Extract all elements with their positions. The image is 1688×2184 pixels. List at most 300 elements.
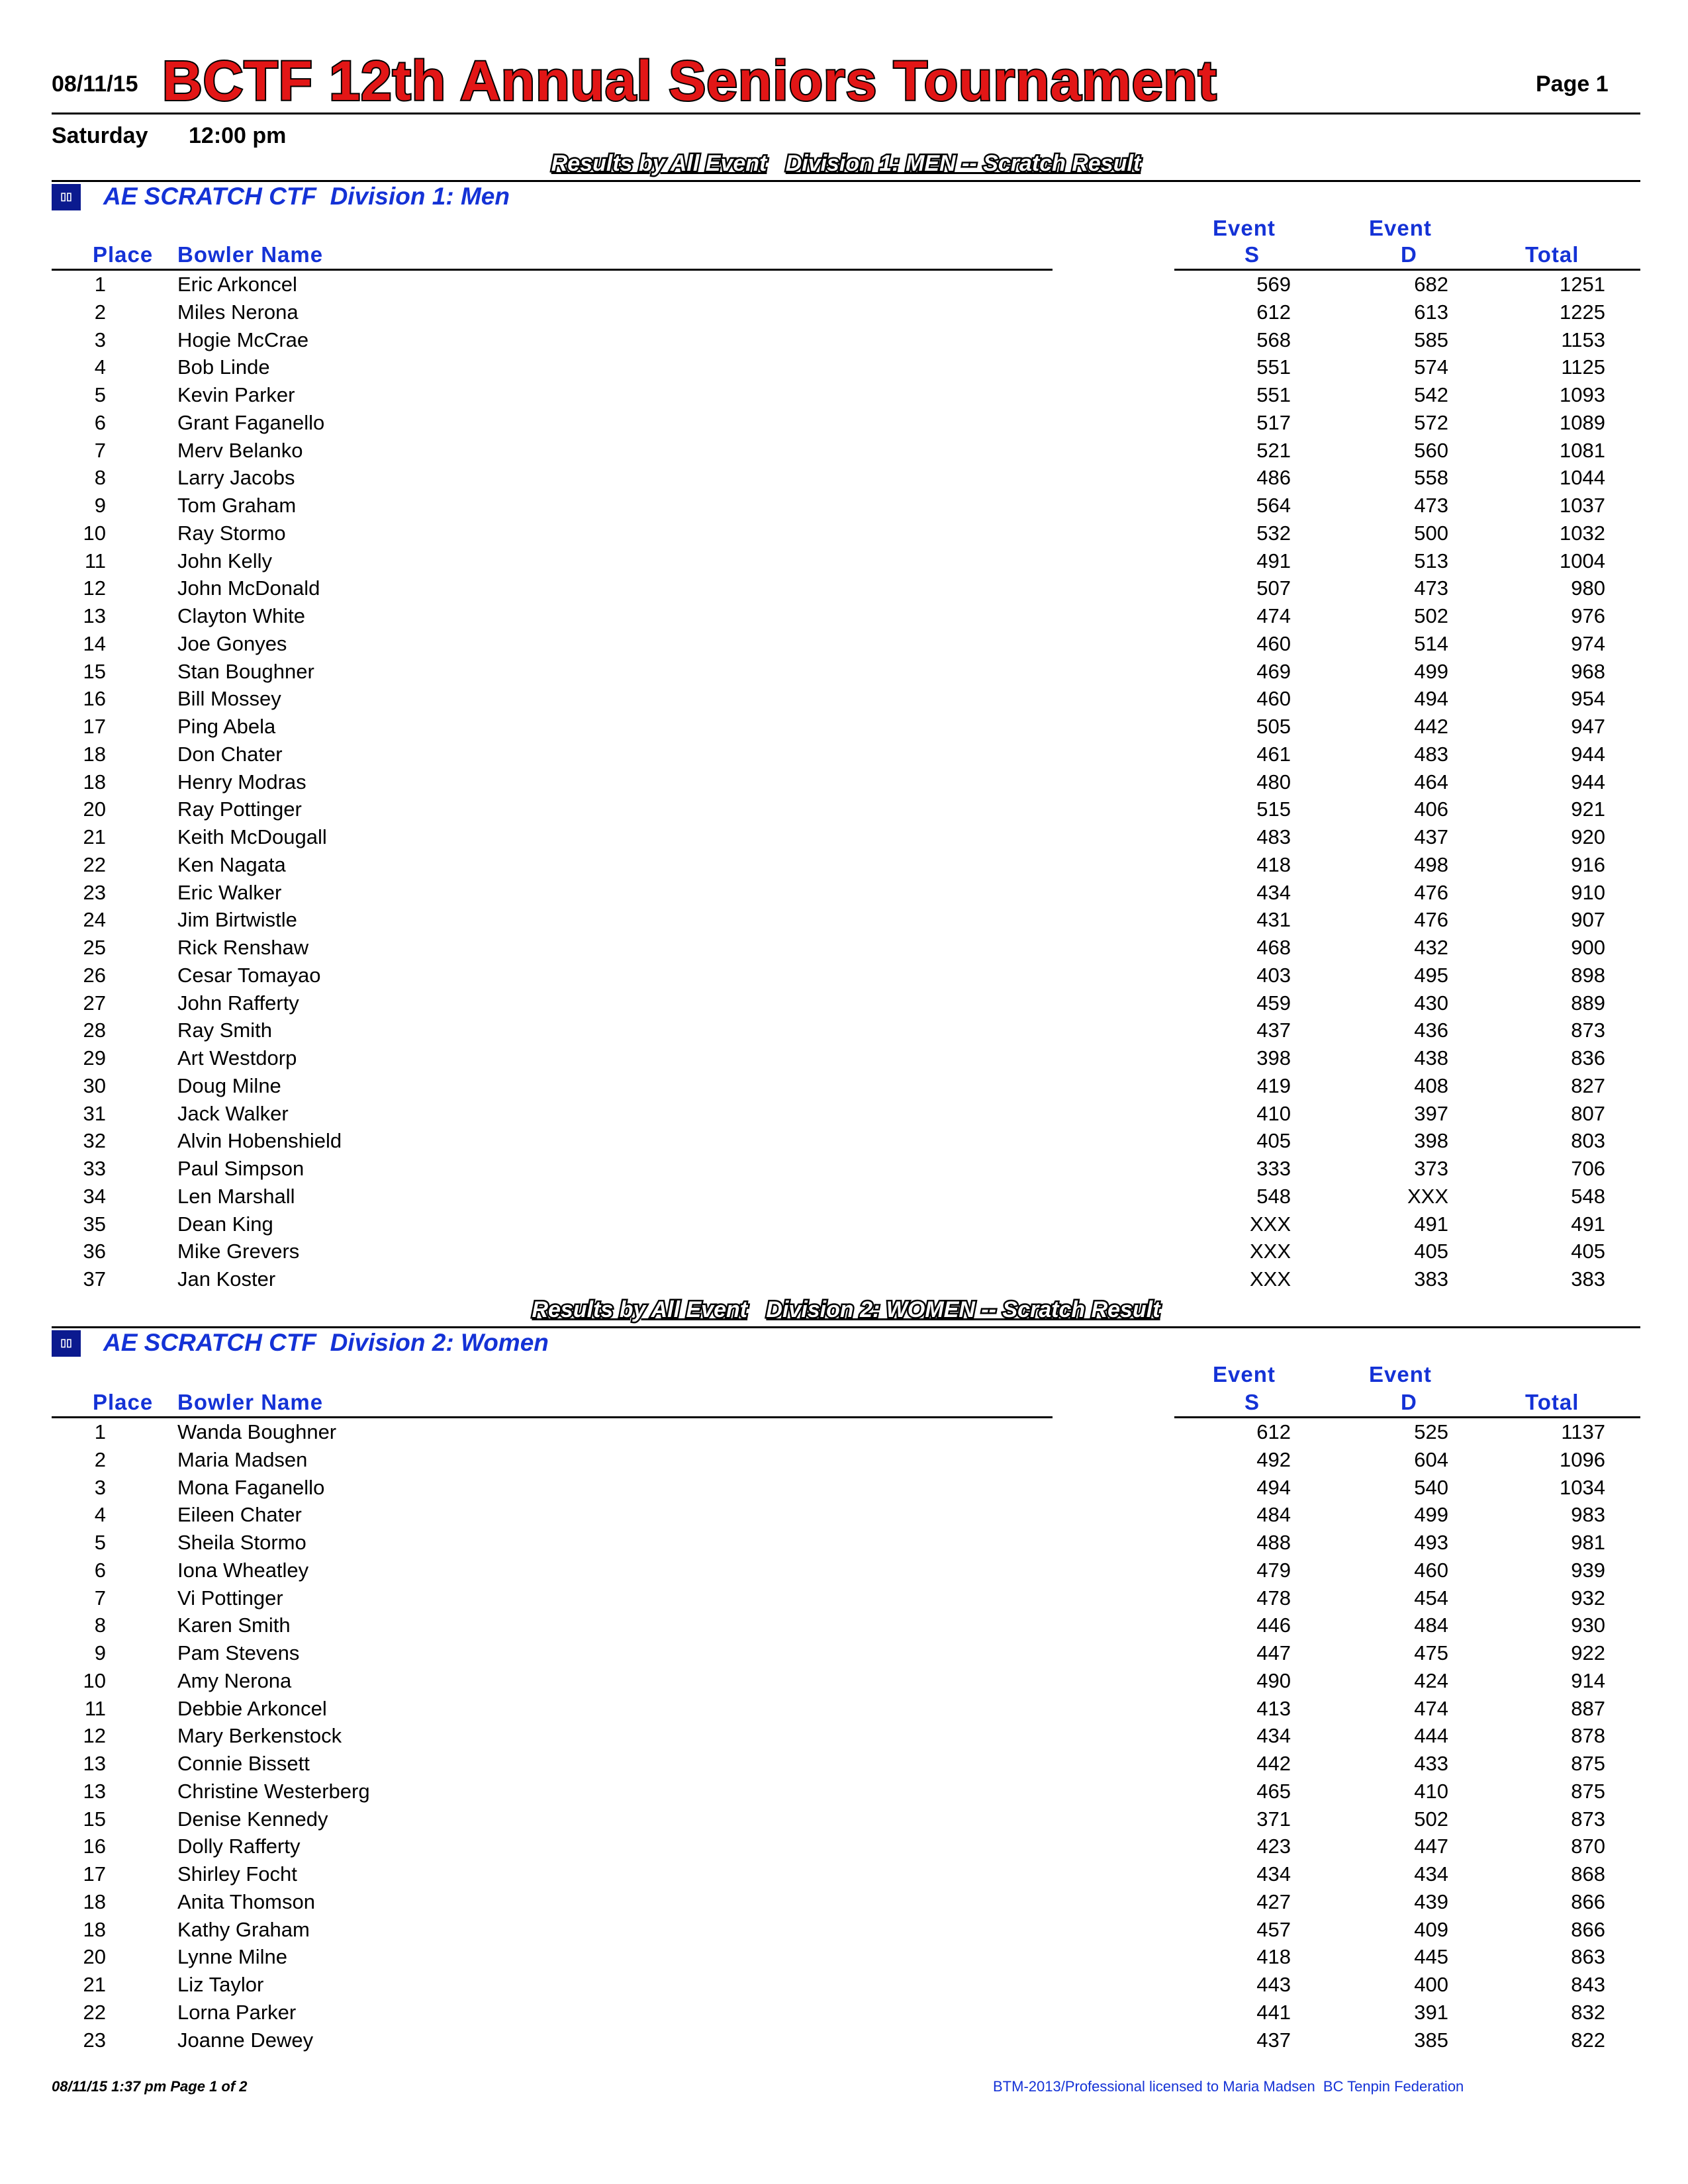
event-s-cell: 427	[1256, 1889, 1291, 1913]
event-d-cell: 397	[1414, 1101, 1448, 1125]
place-cell: 26	[83, 963, 106, 987]
bowler-name-cell: Vi Pottinger	[177, 1586, 283, 1610]
place-cell: 36	[83, 1240, 106, 1263]
event-s-cell: XXX	[1249, 1240, 1291, 1263]
place-cell: 22	[83, 2000, 106, 2024]
column-header-s: S	[1244, 1390, 1260, 1414]
event-s-cell: 532	[1256, 521, 1291, 545]
event-s-cell: 465	[1256, 1779, 1291, 1803]
bowler-name-cell: Grant Faganello	[177, 410, 325, 434]
place-cell: 8	[94, 466, 106, 490]
total-cell: 1089	[1560, 410, 1605, 434]
place-cell: 18	[83, 770, 106, 794]
bowler-name-cell: Anita Thomson	[177, 1889, 315, 1913]
column-header-bowler-name: Bowler Name	[177, 242, 324, 267]
event-s-cell: 333	[1256, 1157, 1291, 1180]
table-row	[0, 328, 1688, 355]
bowler-name-cell: Paul Simpson	[177, 1157, 305, 1180]
place-cell: 5	[94, 383, 106, 406]
table-row	[0, 1890, 1688, 1917]
bowler-name-cell: Kevin Parker	[177, 383, 295, 406]
column-header-bowler-name: Bowler Name	[177, 1390, 324, 1414]
table-row	[0, 300, 1688, 328]
total-cell: 866	[1571, 1889, 1605, 1913]
event-day: Saturday	[52, 123, 148, 148]
place-cell: 6	[94, 410, 106, 434]
event-d-cell: 502	[1414, 1807, 1448, 1831]
event-s-cell: 568	[1256, 328, 1291, 351]
event-s-cell: 413	[1256, 1696, 1291, 1720]
event-d-cell: 502	[1414, 604, 1448, 627]
event-s-cell: 569	[1256, 273, 1291, 296]
total-cell: 889	[1571, 991, 1605, 1015]
column-header-event-d-top: Event	[1369, 1362, 1432, 1387]
bowler-name-cell: Jack Walker	[177, 1101, 289, 1125]
bowler-name-cell: Larry Jacobs	[177, 466, 295, 490]
table-row	[0, 1780, 1688, 1807]
table-row	[0, 439, 1688, 466]
place-cell: 23	[83, 2028, 106, 2052]
place-cell: 12	[83, 576, 106, 600]
total-cell: 954	[1571, 687, 1605, 711]
table-row	[0, 1074, 1688, 1101]
event-d-cell: 476	[1414, 880, 1448, 904]
bowler-name-cell: Ray Pottinger	[177, 797, 302, 821]
event-s-cell: 478	[1256, 1586, 1291, 1610]
table-row	[0, 632, 1688, 659]
total-cell: 974	[1571, 631, 1605, 655]
table-row	[0, 1669, 1688, 1696]
place-cell: 18	[83, 1917, 106, 1941]
event-s-cell: 446	[1256, 1614, 1291, 1637]
table-row	[0, 466, 1688, 493]
event-d-cell: 398	[1414, 1129, 1448, 1153]
bowler-name-cell: Jim Birtwistle	[177, 908, 297, 932]
section-divider	[52, 180, 1640, 182]
event-s-cell: 405	[1256, 1129, 1291, 1153]
bowler-name-cell: Mike Grevers	[177, 1240, 300, 1263]
table-row	[0, 1752, 1688, 1779]
event-d-cell: XXX	[1407, 1184, 1448, 1208]
place-cell: 6	[94, 1558, 106, 1582]
total-cell: 873	[1571, 1019, 1605, 1042]
bowler-name-cell: Cesar Tomayao	[177, 963, 321, 987]
event-s-cell: 461	[1256, 742, 1291, 766]
total-cell: 827	[1571, 1073, 1605, 1097]
event-d-cell: 442	[1414, 715, 1448, 738]
total-cell: 875	[1571, 1752, 1605, 1775]
event-s-cell: 410	[1256, 1101, 1291, 1125]
bowler-name-cell: Ken Nagata	[177, 852, 286, 876]
bowler-name-cell: Dean King	[177, 1212, 273, 1236]
bowler-name-cell: Mary Berkenstock	[177, 1724, 342, 1748]
event-s-cell: 469	[1256, 659, 1291, 683]
event-d-cell: 500	[1414, 521, 1448, 545]
score-column-rule	[1174, 1416, 1640, 1418]
bowler-name-cell: Art Westdorp	[177, 1046, 297, 1069]
total-cell: 921	[1571, 797, 1605, 821]
table-row	[0, 825, 1688, 852]
bowler-name-cell: John McDonald	[177, 576, 320, 600]
event-s-cell: 486	[1256, 466, 1291, 490]
total-cell: 900	[1571, 936, 1605, 959]
event-d-cell: 437	[1414, 825, 1448, 848]
event-d-cell: 483	[1414, 742, 1448, 766]
column-header-s: S	[1244, 242, 1260, 267]
bowler-name-cell: Dolly Rafferty	[177, 1835, 301, 1858]
total-cell: 548	[1571, 1184, 1605, 1208]
table-row	[0, 715, 1688, 742]
total-cell: 944	[1571, 770, 1605, 794]
total-cell: 916	[1571, 852, 1605, 876]
bowler-name-cell: Maria Madsen	[177, 1447, 308, 1471]
event-d-cell: 484	[1414, 1614, 1448, 1637]
place-cell: 21	[83, 825, 106, 848]
total-cell: 870	[1571, 1835, 1605, 1858]
total-cell: 1044	[1560, 466, 1605, 490]
bowling-pins-icon: ▯▯	[52, 1330, 81, 1357]
event-s-cell: 492	[1256, 1447, 1291, 1471]
total-cell: 1225	[1560, 300, 1605, 324]
place-cell: 20	[83, 1945, 106, 1969]
table-row	[0, 1503, 1688, 1530]
event-d-cell: 439	[1414, 1889, 1448, 1913]
column-header-total: Total	[1525, 1390, 1579, 1414]
event-s-cell: 371	[1256, 1807, 1291, 1831]
event-s-cell: 491	[1256, 549, 1291, 572]
event-d-cell: 604	[1414, 1447, 1448, 1471]
event-s-cell: 488	[1256, 1531, 1291, 1554]
event-d-cell: 491	[1414, 1212, 1448, 1236]
event-d-cell: 400	[1414, 1973, 1448, 1996]
table-row	[0, 1835, 1688, 1862]
column-header-d: D	[1401, 242, 1417, 267]
bowler-name-cell: Don Chater	[177, 742, 283, 766]
event-s-cell: 483	[1256, 825, 1291, 848]
bowler-name-cell: John Kelly	[177, 549, 273, 572]
place-cell: 13	[83, 1779, 106, 1803]
tournament-title: BCTF 12th Annual Seniors Tournament	[162, 50, 1217, 112]
table-row	[0, 549, 1688, 576]
place-cell: 11	[84, 549, 106, 572]
bowler-name-cell: Clayton White	[177, 604, 305, 627]
table-row	[0, 1862, 1688, 1889]
bowler-name-cell: Miles Nerona	[177, 300, 299, 324]
event-d-cell: 424	[1414, 1668, 1448, 1692]
event-s-cell: 457	[1256, 1917, 1291, 1941]
table-row	[0, 1531, 1688, 1558]
event-s-cell: 403	[1256, 963, 1291, 987]
event-d-cell: 430	[1414, 991, 1448, 1015]
header-divider	[52, 113, 1640, 114]
event-s-cell: 548	[1256, 1184, 1291, 1208]
bowler-name-cell: John Rafferty	[177, 991, 299, 1015]
table-row	[0, 1586, 1688, 1614]
event-d-cell: 514	[1414, 631, 1448, 655]
event-d-cell: 409	[1414, 1917, 1448, 1941]
bowler-name-cell: Liz Taylor	[177, 1973, 264, 1996]
event-d-cell: 408	[1414, 1073, 1448, 1097]
table-row	[0, 1559, 1688, 1586]
bowler-name-cell: Iona Wheatley	[177, 1558, 309, 1582]
event-d-cell: 572	[1414, 410, 1448, 434]
event-d-cell: 473	[1414, 576, 1448, 600]
event-d-cell: 447	[1414, 1835, 1448, 1858]
table-row	[0, 522, 1688, 549]
page-number: Page 1	[1536, 71, 1609, 97]
total-cell: 887	[1571, 1696, 1605, 1720]
place-cell: 8	[94, 1614, 106, 1637]
total-cell: 1096	[1560, 1447, 1605, 1471]
division-title: AE SCRATCH CTF Division 1: Men	[103, 183, 510, 210]
total-cell: 976	[1571, 604, 1605, 627]
place-cell: 12	[83, 1724, 106, 1748]
event-d-cell: 540	[1414, 1475, 1448, 1499]
place-cell: 31	[83, 1101, 106, 1125]
table-row	[0, 1973, 1688, 2000]
event-d-cell: 475	[1414, 1641, 1448, 1664]
place-cell: 15	[83, 659, 106, 683]
event-d-cell: 558	[1414, 466, 1448, 490]
event-s-cell: 398	[1256, 1046, 1291, 1069]
total-cell: 868	[1571, 1862, 1605, 1886]
bowler-name-cell: Rick Renshaw	[177, 936, 309, 959]
column-header-event-s-top: Event	[1213, 216, 1276, 240]
bowler-name-cell: Kathy Graham	[177, 1917, 310, 1941]
event-d-cell: 613	[1414, 300, 1448, 324]
event-d-cell: 445	[1414, 1945, 1448, 1969]
table-row	[0, 1476, 1688, 1503]
footer-license: BTM-2013/Professional licensed to Maria Madsen BC Tenpin Federation	[993, 2078, 1464, 2095]
bowler-name-cell: Eric Arkoncel	[177, 273, 297, 296]
place-cell: 1	[94, 273, 106, 296]
total-cell: 383	[1571, 1267, 1605, 1291]
place-cell: 13	[83, 1752, 106, 1775]
event-d-cell: 473	[1414, 494, 1448, 517]
total-cell: 878	[1571, 1724, 1605, 1748]
table-row	[0, 1420, 1688, 1447]
event-time: 12:00 pm	[189, 123, 287, 148]
event-s-cell: 494	[1256, 1475, 1291, 1499]
event-s-cell: 437	[1256, 2028, 1291, 2052]
bowling-pins-icon: ▯▯	[52, 184, 81, 210]
total-cell: 843	[1571, 1973, 1605, 1996]
bowler-name-cell: Connie Bissett	[177, 1752, 310, 1775]
bowler-name-cell: Merv Belanko	[177, 438, 303, 462]
total-cell: 873	[1571, 1807, 1605, 1831]
place-cell: 24	[83, 908, 106, 932]
place-cell: 10	[83, 1668, 106, 1692]
event-s-cell: 515	[1256, 797, 1291, 821]
table-row	[0, 1240, 1688, 1267]
event-s-cell: 612	[1256, 1420, 1291, 1443]
event-s-cell: XXX	[1249, 1267, 1291, 1291]
table-row	[0, 743, 1688, 770]
total-cell: 1251	[1560, 273, 1605, 296]
total-cell: 875	[1571, 1779, 1605, 1803]
table-row	[0, 1019, 1688, 1046]
place-cell: 28	[83, 1019, 106, 1042]
table-row	[0, 770, 1688, 797]
event-s-cell: 447	[1256, 1641, 1291, 1664]
event-s-cell: 419	[1256, 1073, 1291, 1097]
bowler-name-cell: Debbie Arkoncel	[177, 1696, 327, 1720]
bowler-name-cell: Bob Linde	[177, 355, 270, 379]
table-row	[0, 1641, 1688, 1668]
bowler-name-cell: Alvin Hobenshield	[177, 1129, 342, 1153]
bowler-name-cell: Pam Stevens	[177, 1641, 300, 1664]
place-cell: 37	[83, 1267, 106, 1291]
table-row	[0, 1046, 1688, 1073]
bowler-name-cell: Ray Stormo	[177, 521, 286, 545]
bowler-name-cell: Hogie McCrae	[177, 328, 309, 351]
table-row	[0, 2028, 1688, 2056]
table-row	[0, 1267, 1688, 1295]
place-cell: 4	[94, 1503, 106, 1527]
place-cell: 16	[83, 1835, 106, 1858]
place-cell: 27	[83, 991, 106, 1015]
column-header-place: Place	[93, 242, 154, 267]
bowler-name-cell: Tom Graham	[177, 494, 297, 517]
bowler-name-cell: Eileen Chater	[177, 1503, 302, 1527]
event-s-cell: 479	[1256, 1558, 1291, 1582]
event-d-cell: 498	[1414, 852, 1448, 876]
place-cell: 25	[83, 936, 106, 959]
total-cell: 1034	[1560, 1475, 1605, 1499]
event-s-cell: 551	[1256, 383, 1291, 406]
event-s-cell: 460	[1256, 631, 1291, 655]
event-d-cell: 474	[1414, 1696, 1448, 1720]
total-cell: 1004	[1560, 549, 1605, 572]
bowler-name-cell: Keith McDougall	[177, 825, 327, 848]
total-cell: 922	[1571, 1641, 1605, 1664]
event-s-cell: 431	[1256, 908, 1291, 932]
place-cell: 29	[83, 1046, 106, 1069]
total-cell: 930	[1571, 1614, 1605, 1637]
place-cell: 18	[83, 742, 106, 766]
total-cell: 939	[1571, 1558, 1605, 1582]
event-d-cell: 436	[1414, 1019, 1448, 1042]
event-d-cell: 438	[1414, 1046, 1448, 1069]
total-cell: 405	[1571, 1240, 1605, 1263]
event-d-cell: 525	[1414, 1420, 1448, 1443]
place-cell: 35	[83, 1212, 106, 1236]
place-cell: 33	[83, 1157, 106, 1180]
bowler-name-cell: Lorna Parker	[177, 2000, 297, 2024]
place-cell: 14	[83, 631, 106, 655]
event-d-cell: 405	[1414, 1240, 1448, 1263]
total-cell: 1153	[1561, 328, 1605, 351]
bowler-name-cell: Ray Smith	[177, 1019, 272, 1042]
event-d-cell: 432	[1414, 936, 1448, 959]
table-row	[0, 660, 1688, 687]
column-header-d: D	[1401, 1390, 1417, 1414]
event-s-cell: 434	[1256, 1724, 1291, 1748]
place-cell: 17	[83, 715, 106, 738]
column-header-place: Place	[93, 1390, 154, 1414]
total-cell: 920	[1571, 825, 1605, 848]
event-s-cell: 551	[1256, 355, 1291, 379]
place-cell: 30	[83, 1073, 106, 1097]
bowler-name-cell: Ping Abela	[177, 715, 276, 738]
place-cell: 17	[83, 1862, 106, 1886]
event-s-cell: 505	[1256, 715, 1291, 738]
total-cell: 1137	[1561, 1420, 1605, 1443]
total-cell: 1093	[1560, 383, 1605, 406]
table-row	[0, 383, 1688, 410]
total-cell: 907	[1571, 908, 1605, 932]
event-s-cell: 418	[1256, 1945, 1291, 1969]
event-d-cell: 513	[1414, 549, 1448, 572]
event-d-cell: 464	[1414, 770, 1448, 794]
place-cell: 2	[94, 1447, 106, 1471]
place-cell: 3	[94, 328, 106, 351]
bowler-name-cell: Bill Mossey	[177, 687, 281, 711]
table-row	[0, 576, 1688, 604]
place-cell: 16	[83, 687, 106, 711]
table-row	[0, 1614, 1688, 1641]
table-row	[0, 797, 1688, 825]
place-cell: 7	[94, 438, 106, 462]
table-row	[0, 604, 1688, 631]
place-cell: 10	[83, 521, 106, 545]
event-s-cell: 474	[1256, 604, 1291, 627]
event-d-cell: 542	[1414, 383, 1448, 406]
table-row	[0, 1945, 1688, 1972]
report-date: 08/11/15	[52, 71, 138, 97]
bowler-name-cell: Lynne Milne	[177, 1945, 288, 1969]
table-row	[0, 273, 1688, 300]
table-row	[0, 1185, 1688, 1212]
table-row	[0, 908, 1688, 935]
place-cell: 22	[83, 852, 106, 876]
table-row	[0, 687, 1688, 714]
event-d-cell: 373	[1414, 1157, 1448, 1180]
event-d-cell: 444	[1414, 1724, 1448, 1748]
place-cell: 11	[84, 1696, 106, 1720]
name-column-rule	[52, 1416, 1053, 1418]
event-s-cell: 434	[1256, 1862, 1291, 1886]
footer-print-info: 08/11/15 1:37 pm Page 1 of 2	[52, 2078, 248, 2095]
section-divider	[52, 1326, 1640, 1328]
total-cell: 1037	[1560, 494, 1605, 517]
event-s-cell: 507	[1256, 576, 1291, 600]
event-d-cell: 499	[1414, 1503, 1448, 1527]
event-d-cell: 385	[1414, 2028, 1448, 2052]
name-column-rule	[52, 269, 1053, 271]
place-cell: 20	[83, 797, 106, 821]
total-cell: 866	[1571, 1917, 1605, 1941]
event-s-cell: 459	[1256, 991, 1291, 1015]
bowler-name-cell: Amy Nerona	[177, 1668, 292, 1692]
total-cell: 863	[1571, 1945, 1605, 1969]
total-cell: 832	[1571, 2000, 1605, 2024]
place-cell: 4	[94, 355, 106, 379]
event-d-cell: 574	[1414, 355, 1448, 379]
total-cell: 980	[1571, 576, 1605, 600]
place-cell: 1	[94, 1420, 106, 1443]
total-cell: 910	[1571, 880, 1605, 904]
event-s-cell: 468	[1256, 936, 1291, 959]
table-row	[0, 1102, 1688, 1129]
total-cell: 491	[1571, 1212, 1605, 1236]
place-cell: 18	[83, 1889, 106, 1913]
event-d-cell: 383	[1414, 1267, 1448, 1291]
total-cell: 898	[1571, 963, 1605, 987]
place-cell: 7	[94, 1586, 106, 1610]
place-cell: 2	[94, 300, 106, 324]
event-s-cell: 612	[1256, 300, 1291, 324]
